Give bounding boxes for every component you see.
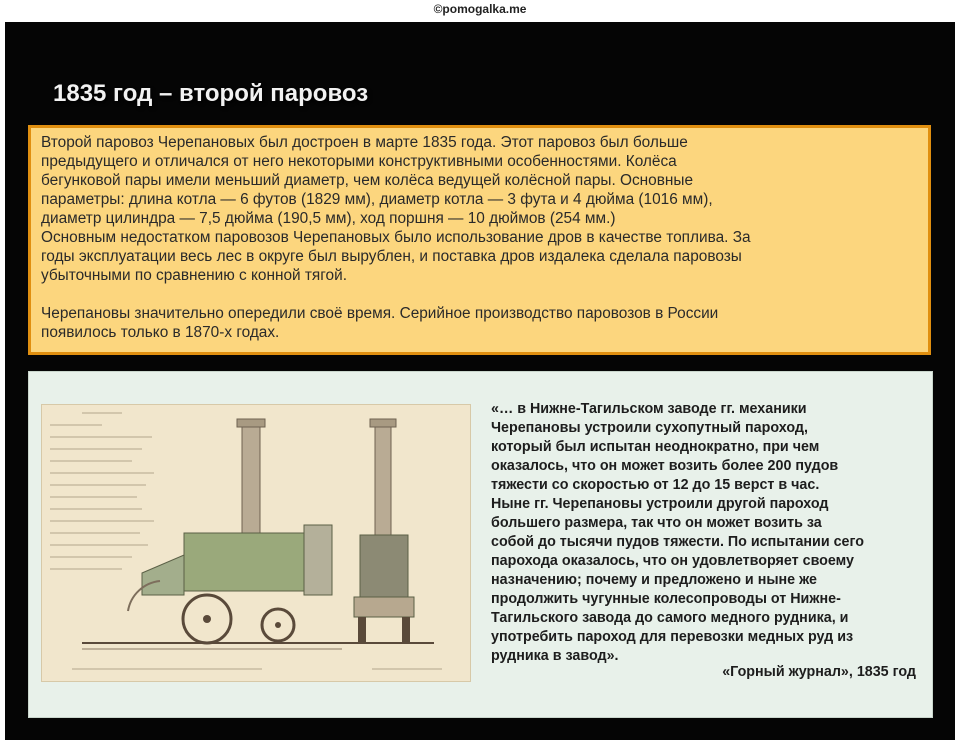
watermark: ©pomogalka.me (433, 2, 527, 16)
locomotive-drawing (41, 404, 471, 682)
info-box (28, 125, 931, 355)
slide (5, 22, 955, 740)
info-paragraph-1: Второй паровоз Черепановых был достроен в марте 1835 года. Этот паровоз был больше предыдущего и отличался от него некоторыми конструктивными особенностями. Колёса бегунковой пары имели меньший диаметр, чем колёса ведущей колёсной пары. Основные параметры: длина котла — 6 футов (1829 мм), диаметр котла — 3 фута и 4 дюйма (1016 мм), диаметр цилиндра — 7,5 дюйма (190,5 мм), ход поршня — 10 дюймов (254 мм.) Основным недостатком паровозов Черепановых было использование дров в качестве топлива. За годы эксплуатации весь лес в округе был вырублен, и поставка дров издалека сделала паровозы убыточными по сравнению с конной тягой. (41, 134, 751, 284)
quote-text: «… в Нижне-Тагильском заводе гг. механики Черепановы устроили сухопутный пароход, который был испытан неоднократно, при чем оказалось, что он может возить более 200 пудов тяжести со скоростью от 12 до 15 верст в час. Ныне гг. Черепановы устроили другой пароход большего размера, так что он может возить за собой до тысячи пудов тяжести. По испытании сего парохода оказалось, что он удовлетворяет своему назначению; почему и предложено и ныне же продолжить чугунные колесопроводы от Нижне- Тагильского завода до самого медного рудника, и употребить пароход для перевозки медных руд из рудника в завод». (491, 401, 865, 664)
locomotive-side-view (82, 419, 342, 649)
info-paragraph-2: Черепановы значительно опередили своё время. Серийное производство паровозов в России появилось только в 1870-х годах. (41, 305, 719, 341)
locomotive-drawing-svg (42, 405, 470, 681)
lower-panel (28, 371, 933, 718)
slide-title: 1835 год – второй паровоз (53, 80, 369, 107)
quote-block (491, 400, 926, 666)
quote-source: «Горный журнал», 1835 год (722, 664, 916, 680)
locomotive-front-view (340, 419, 434, 643)
